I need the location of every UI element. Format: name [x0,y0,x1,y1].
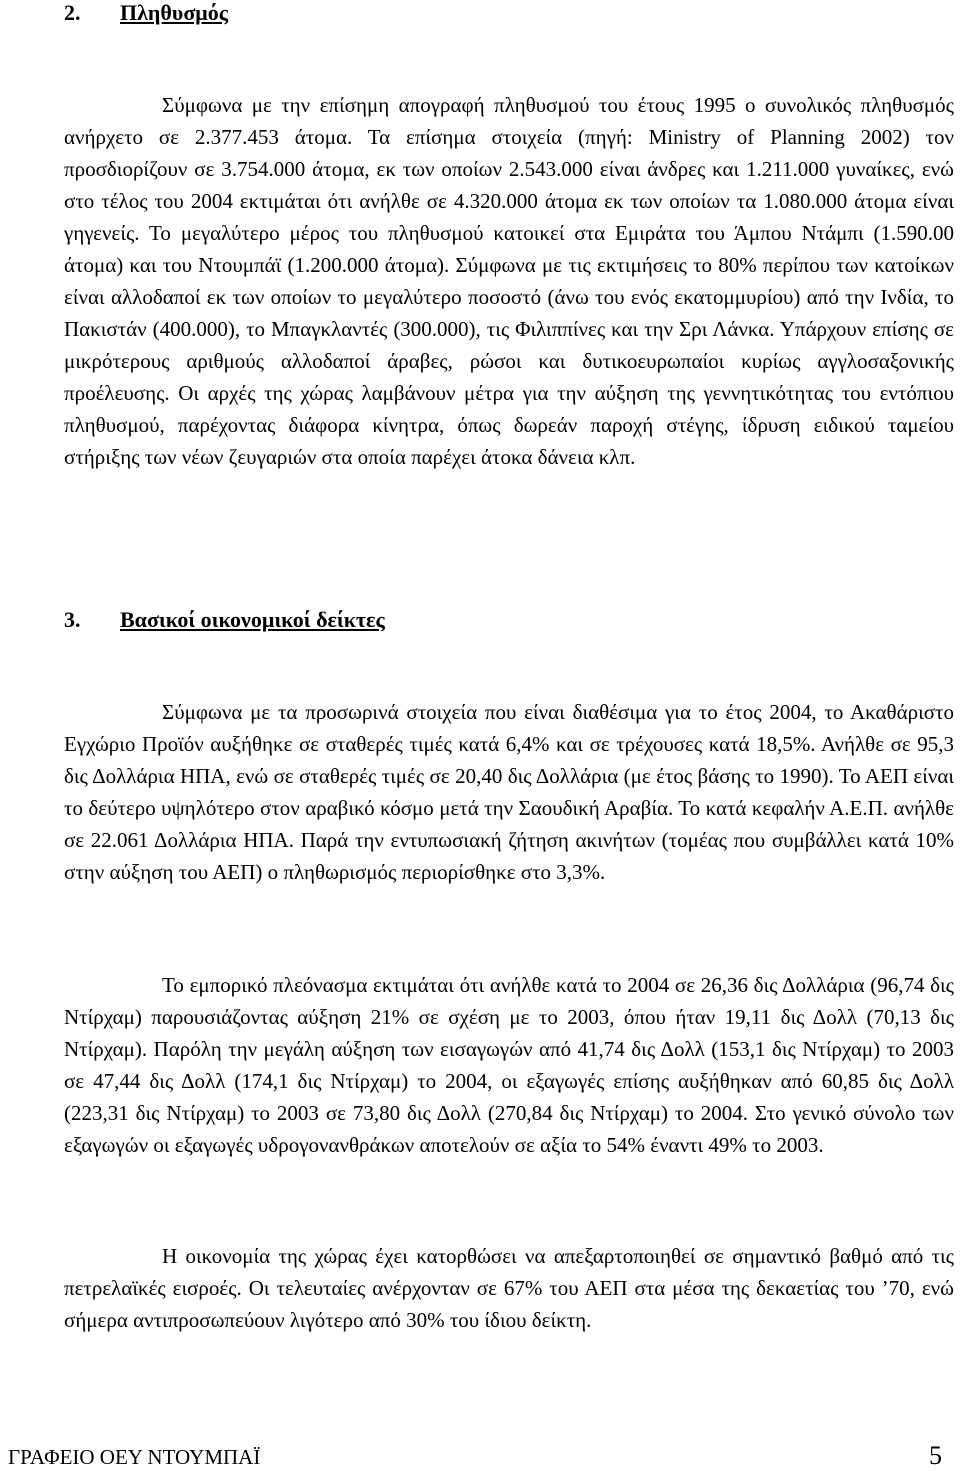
section-title: Πληθυσμός [120,0,229,25]
section-number: 2. [64,0,81,25]
paragraph-population-1: Σύμφωνα με την επίσημη απογραφή πληθυσμού του έτους 1995 ο συνολικός πληθυσμός ανήρχετο σε 2.377.453 άτομα. Τα επίσημα στοιχεία (πηγή: Ministry of Planning 2002) τον προσδιορίζουν σε 3.754.000 άτομα, εκ των οποίων 2.543.000 είναι άνδρες και 1.211.000 γυναίκες, ενώ στο τέλος του 2004 εκτιμάται ότι ανήλθε σε 4.320.000 άτομα εκ των οποίων τα 1.080.000 άτομα είναι γηγενείς. Το μεγαλύτερο μέρος του πληθυσμού κατοικεί στα Εμιράτα του Άμπου Ντάμπι (1.590.00 άτομα) και του Ντουμπάϊ (1.200.000 άτομα). Σύμφωνα με τις εκτιμήσεις το 80% περίπου των κατοίκων είναι αλλοδαποί εκ των οποίων το μεγαλύτερο ποσοστό (άνω του ενός εκατομμυρίου) από την Ινδία, το Πακιστάν (400.000), το Μπαγκλαντές (300.000), τις Φιλιππίνες και την Σρι Λάνκα. Υπάρχουν επίσης σε μικρότερους αριθμούς αλλοδαποί άραβες, ρώσοι και δυτικοευρωπαίοι κυρίως αγγλοσαξονικής προέλευσης. Οι αρχές της χώρας λαμβάνουν μέτρα για την αύξηση της γεννητικότητας του εντόπιου πληθυσμού, παρέχοντας διάφορα κίνητρα, όπως δωρεάν παροχή στέγης, ίδρυση ειδικού ταμείου στήριξης των νέων ζευγαριών στα οποία παρέχει άτοκα δάνεια κλπ. [64,93,954,469]
section-heading-economy [64,607,385,633]
section-heading-population [64,0,228,26]
page-footer [8,1441,952,1471]
paragraph-economy-3: Η οικονομία της χώρας έχει κατορθώσει να απεξαρτοποιηθεί σε σημαντικό βαθμό από τις πετρελαϊκές εισροές. Οι τελευταίες ανέρχονταν σε 67% του ΑΕΠ στα μέσα της δεκαετίας του ’70, ενώ σήμερα αντιπροσωπεύουν λιγότερο από 30% του ίδιου δείκτη. [64,1244,954,1332]
paragraph-economy-1: Σύμφωνα με τα προσωρινά στοιχεία που είναι διαθέσιμα για το έτος 2004, το Ακαθάριστο Εγχώριο Προϊόν αυξήθηκε σε σταθερές τιμές κατά 6,4% και σε τρέχουσες κατά 18,5%. Ανήλθε σε 95,3 δις Δολλάρια ΗΠΑ, ενώ σε σταθερές τιμές σε 20,40 δις Δολλάρια (με έτος βάσης το 1990). Το ΑΕΠ είναι το δεύτερο υψηλότερο στον αραβικό κόσμο μετά την Σαουδική Αραβία. Το κατά κεφαλήν Α.Ε.Π. ανήλθε σε 22.061 Δολλάρια ΗΠΑ. Παρά την εντυπωσιακή ζήτηση ακινήτων (τομέας που συμβάλλει κατά 10% στην αύξηση του ΑΕΠ) ο πληθωρισμός περιορίσθηκε στο 3,3%. [64,700,954,884]
section-title: Βασικοί οικονομικοί δείκτες [120,607,385,632]
page-number: 5 [929,1441,942,1470]
footer-office: ΓΡΑΦΕΙΟ ΟΕΥ ΝΤΟΥΜΠΑΪ [8,1445,261,1469]
section-number: 3. [64,607,81,632]
paragraph-economy-2: Το εμπορικό πλεόνασμα εκτιμάται ότι ανήλθε κατά το 2004 σε 26,36 δις Δολλάρια (96,74 δις Ντίρχαμ) παρουσιάζοντας αύξηση 21% σε σχέση με το 2003, όπου ήταν 19,11 δις Δολλ (70,13 δις Ντίρχαμ). Παρόλη την μεγάλη αύξηση των εισαγωγών από 41,74 δις Δολλ (153,1 δις Ντίρχαμ) το 2003 σε 47,44 δις Δολλ (174,1 δις Ντίρχαμ) το 2004, οι εξαγωγές επίσης αυξήθηκαν από 60,85 δις Δολλ (223,31 δις Ντίρχαμ) το 2003 σε 73,80 δις Δολλ (270,84 δις Ντίρχαμ) το 2004. Στο γενικό σύνολο των εξαγωγών οι εξαγωγές υδρογονανθράκων αποτελούν σε αξία το 54% έναντι 49% το 2003. [64,973,954,1157]
